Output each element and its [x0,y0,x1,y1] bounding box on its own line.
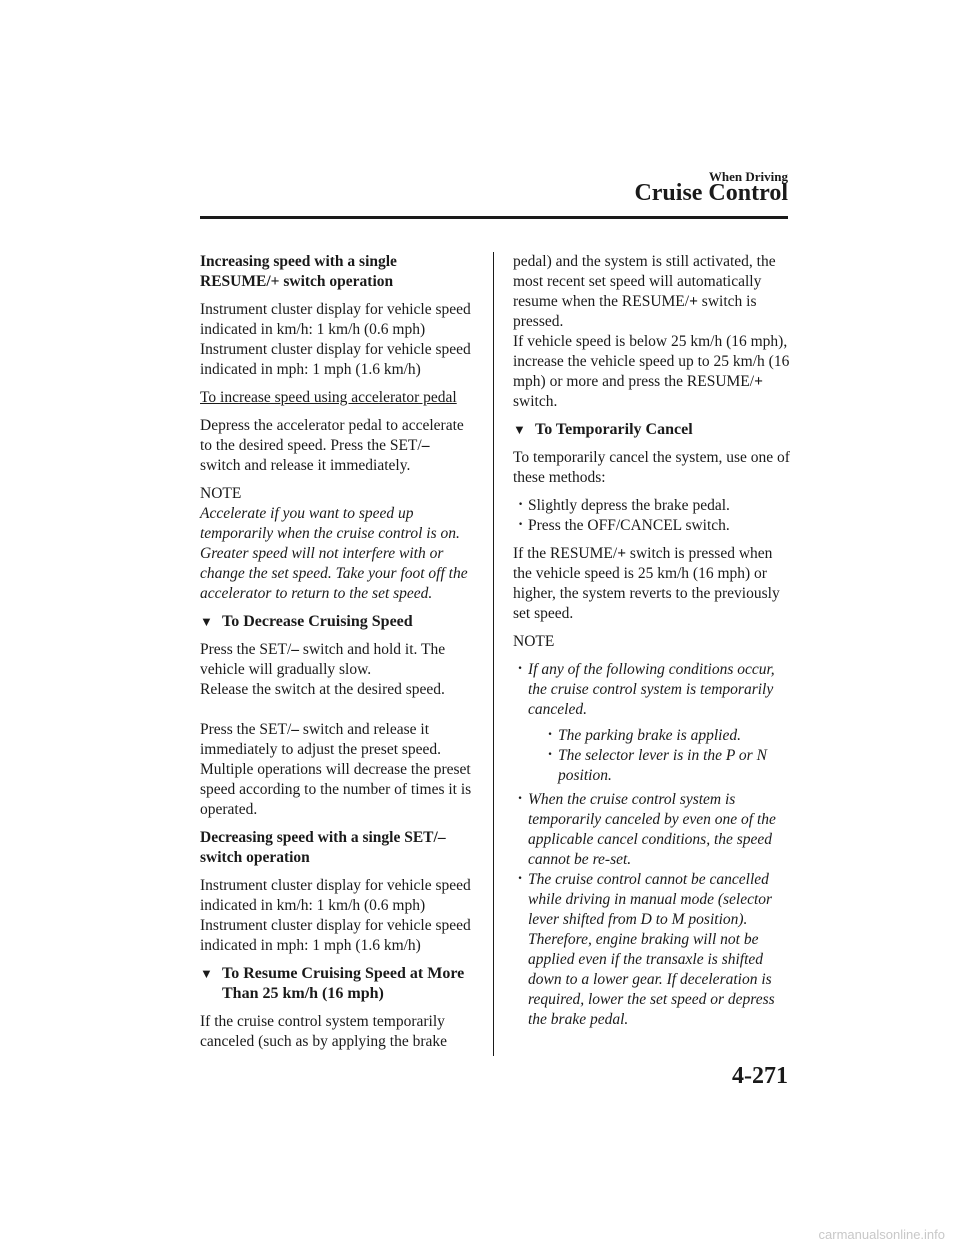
left-column [200,252,472,1060]
increase-heading: Increasing speed with a single RESUME/+ switch operation [200,253,397,290]
note-sublist [528,726,791,786]
decrease-text-3: Instrument cluster display for vehicle speed indicated in km/h: 1 km/h (0.6 mph) Instrument cluster display for vehicle speed indicated in mph: 1 mph (1.6 km/h) [200,877,471,954]
list-item: · If any of the following conditions occur, the cruise control system is temporarily canceled. · The parking brake is applied. · The selector lever is in the P or N position. [513,660,791,786]
resume-text: If the cruise control system temporarily canceled (such as by applying the brake [200,1013,448,1050]
minus-icon: – [421,437,430,454]
note-list [513,660,791,1030]
decrease-text-1: Press the SET/– switch and hold it. The vehicle will gradually slow. [200,641,446,678]
minus-icon: – [291,721,300,738]
triangle-icon: ▼ [200,966,213,981]
header-rule [200,216,788,219]
section-label: When Driving [708,169,788,184]
cancel-methods-list [513,496,791,536]
revert-text: If the RESUME/+ switch is pressed when the vehicle speed is 25 km/h (16 mph) or higher, the system reverts to the previously set speed. [513,545,780,622]
page-title: Cruise Control [634,180,788,206]
note-label: NOTE [200,485,242,502]
plus-icon: + [754,373,763,390]
plus-icon: + [270,273,280,290]
decrease-heading: Decreasing speed with a single SET/– switch operation [200,829,446,866]
accel-subheading: To increase speed using accelerator pedal [200,389,457,406]
minus-icon: – [437,829,446,846]
right-column [513,252,791,1038]
plus-icon: + [617,545,627,562]
list-item: · Press the OFF/CANCEL switch. [513,516,791,536]
resume-continued-2: If vehicle speed is below 25 km/h (16 mph), increase the vehicle speed up to 25 km/h (16 mph) or more and press the RESUME/+ switch. [513,333,790,410]
accel-text: Depress the accelerator pedal to accelerate to the desired speed. Press the SET/– switch and release it immediately. [200,417,464,474]
plus-icon: + [689,293,698,310]
minus-icon: – [291,641,300,658]
list-item: · When the cruise control system is temporarily canceled by even one of the applicable cancel conditions, the speed cannot be re-set. [513,790,791,870]
column-divider [493,252,494,1056]
resume-continued: pedal) and the system is still activated, the most recent set speed will automatically resume when the RESUME/+ switch is pressed. [513,253,776,330]
increase-text: Instrument cluster display for vehicle speed indicated in km/h: 1 km/h (0.6 mph) Instrument cluster display for vehicle speed indicated in mph: 1 mph (1.6 km/h) [200,301,471,378]
note-text: Accelerate if you want to speed up temporarily when the cruise control is on. Greater speed will not interfere with or change the set speed. Take your foot off the accelerator to return to the set speed. [200,505,468,602]
note-label: NOTE [513,633,555,650]
decrease-text-1b: Release the switch at the desired speed. [200,681,445,698]
cancel-text: To temporarily cancel the system, use one of these methods: [513,449,790,486]
list-item: · Slightly depress the brake pedal. [513,496,791,516]
triangle-icon: ▼ [200,614,213,629]
cancel-section-heading: ▼ To Temporarily Cancel [513,421,693,438]
decrease-text-2: Press the SET/– switch and release it immediately to adjust the preset speed. Multiple operations will decrease the preset speed according to the number of times it is operated. [200,721,472,818]
list-item: · The selector lever is in the P or N position. [543,746,791,786]
site-watermark: carmanualsonline.info [818,1227,945,1242]
page-number: 4-271 [732,1063,788,1089]
list-item: · The cruise control cannot be cancelled while driving in manual mode (selector lever shifted from D to M position). Therefore, engine braking will not be applied even if the transaxle is shifted down to a lower gear. If deceleration is required, lower the set speed or depress the brake pedal. [513,870,791,1030]
list-item: · The parking brake is applied. [543,726,791,746]
resume-section-heading: ▼ To Resume Cruising Speed at More Than 25 km/h (16 mph) [200,965,465,1002]
decrease-section-heading: ▼ To Decrease Cruising Speed [200,613,413,630]
triangle-icon: ▼ [513,422,526,437]
